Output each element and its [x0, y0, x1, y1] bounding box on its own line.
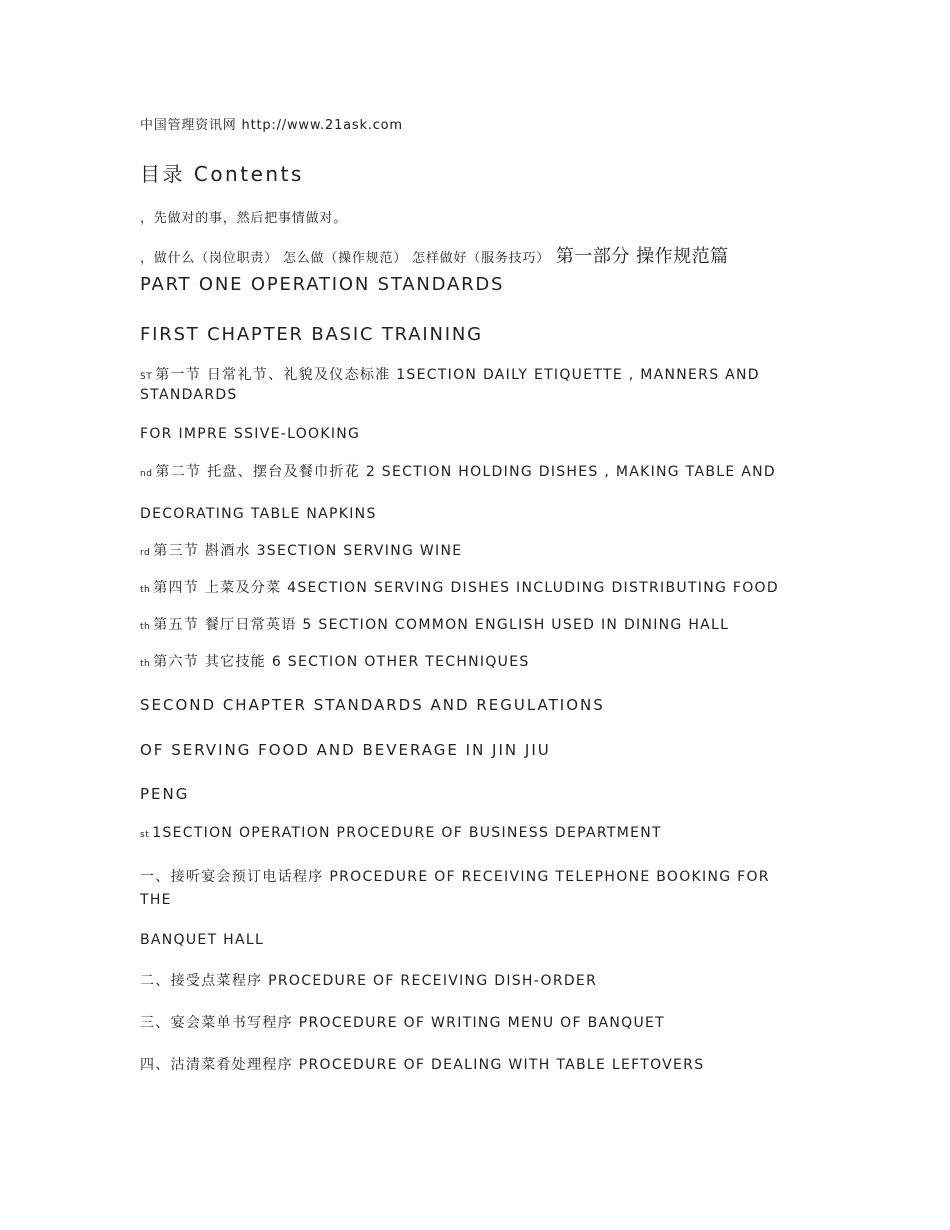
- section-3: [140, 542, 810, 562]
- section-ordinal: nd: [140, 469, 153, 479]
- procedure-4: 四、沽清菜肴处理程序 PROCEDURE OF DEALING WITH TABLE LEFTOVERS: [140, 1057, 705, 1073]
- procedure-1: 一、接听宴会预订电话程序 PROCEDURE OF RECEIVING TELEPHONE BOOKING FOR THE: [140, 869, 770, 908]
- part-cn-title: 第一部分 操作规范篇: [555, 246, 729, 267]
- section-text: 第三节 斟酒水 3SECTION SERVING WINE: [153, 543, 463, 559]
- section-text: 第二节 托盘、摆台及餐巾折花 2 SECTION HOLDING DISHES , MAKING TABLE AND: [155, 464, 776, 480]
- procedure-1-cont: BANQUET HALL: [140, 932, 265, 948]
- chapter-2-title-line-1: SECOND CHAPTER STANDARDS AND REGULATIONS: [140, 696, 605, 714]
- section-text: 第五节 餐厅日常英语 5 SECTION COMMON ENGLISH USED IN DINING HALL: [153, 617, 730, 633]
- section-1-cont: FOR IMPRE SSIVE-LOOKING: [140, 426, 361, 442]
- section-text: 1SECTION OPERATION PROCEDURE OF BUSINESS DEPARTMENT: [152, 825, 662, 841]
- section-text: 第一节 日常礼节、礼貌及仪态标准 1SECTION DAILY ETIQUETTE , MANNERS AND STANDARDS: [140, 367, 760, 403]
- section-ordinal: st: [140, 830, 150, 840]
- procedure-2: 二、接受点菜程序 PROCEDURE OF RECEIVING DISH-ORDER: [140, 973, 598, 989]
- section-ordinal: rd: [140, 548, 151, 558]
- section-2-cont: DECORATING TABLE NAPKINS: [140, 506, 377, 522]
- section-1: [140, 366, 780, 404]
- toc-title: 目录 Contents: [140, 162, 304, 186]
- chapter-1-title: FIRST CHAPTER BASIC TRAINING: [140, 324, 483, 345]
- chapter-2-title-line-3: PENG: [140, 785, 190, 803]
- section-4: [140, 579, 810, 599]
- section-2: [140, 463, 810, 483]
- section-6: [140, 653, 810, 673]
- part-en-title: PART ONE OPERATION STANDARDS: [140, 274, 505, 295]
- section-ordinal: th: [140, 659, 151, 669]
- motto-line-2: [140, 248, 840, 268]
- chapter-2-title-line-2: OF SERVING FOOD AND BEVERAGE IN JIN JIU: [140, 741, 551, 759]
- section-ordinal: th: [140, 585, 151, 595]
- site-header: 中国管理资讯网 http://www.21ask.com: [140, 118, 403, 133]
- motto-line-1: ，先做对的事，然后把事情做对。: [140, 211, 348, 226]
- section-text: 第四节 上菜及分菜 4SECTION SERVING DISHES INCLUDING DISTRIBUTING FOOD: [153, 580, 779, 596]
- procedure-3: 三、宴会菜单书写程序 PROCEDURE OF WRITING MENU OF BANQUET: [140, 1015, 666, 1031]
- section-ordinal: ST: [140, 372, 153, 382]
- section-ordinal: th: [140, 622, 151, 632]
- section-5: [140, 616, 810, 636]
- chapter-2-section-1: [140, 824, 810, 844]
- motto-text: ，做什么（岗位职责） 怎么做（操作规范） 怎样做好（服务技巧）: [140, 251, 551, 266]
- section-text: 第六节 其它技能 6 SECTION OTHER TECHNIQUES: [153, 654, 530, 670]
